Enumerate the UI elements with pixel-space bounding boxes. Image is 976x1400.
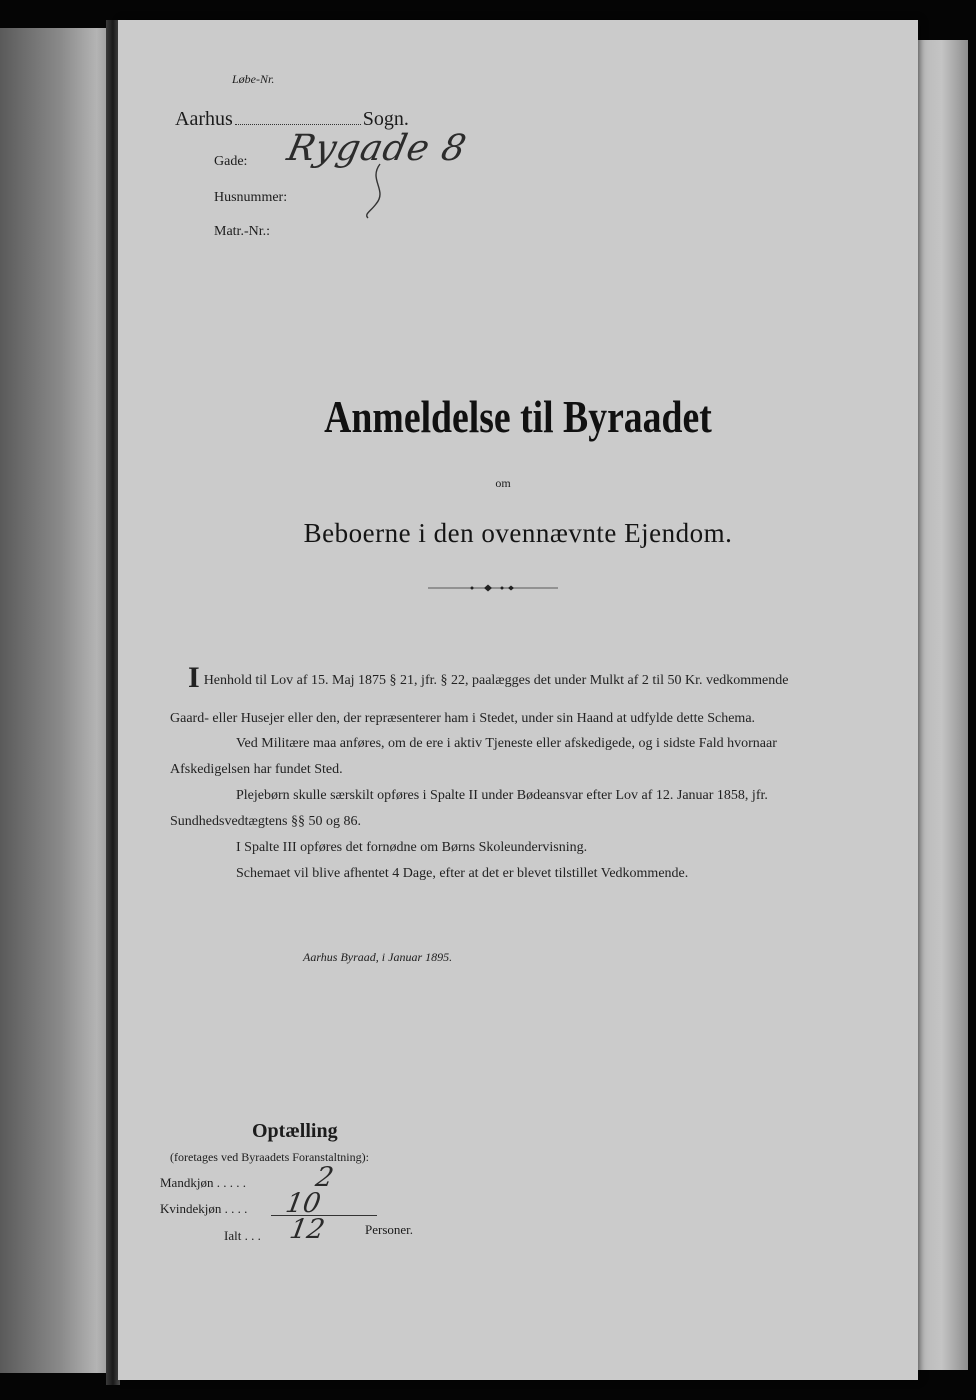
matr-label: Matr.-Nr.: [214, 224, 270, 239]
instruction-paragraph-4: I Spalte III opføres det fornødne om Børns Skoleundervisning. [236, 839, 588, 855]
dropcap: I [188, 661, 200, 694]
ialt-label: Ialt . . . [224, 1228, 261, 1243]
street-handwriting: Rygade 8 [283, 128, 471, 169]
ialt-value: 12 [287, 1214, 328, 1245]
gade-label: Gade: [214, 154, 248, 169]
document-page [118, 20, 918, 1380]
instruction-paragraph-3: Plejebørn skulle særskilt opføres i Spalte II under Bødeansvar efter Lov af 12. Januar 1858, jfr. Sundhedsvedtægtens §§ 50 og 86. [170, 788, 768, 830]
mandkjon-label: Mandkjøn . . . . . [160, 1175, 246, 1190]
page-subtitle: Beboerne i den ovennævnte Ejendom. [303, 518, 733, 548]
instruction-paragraph-5: Schemaet vil blive afhentet 4 Dage, efter at det er blevet tilstillet Vedkommende. [236, 865, 689, 881]
kvindekjon-label: Kvindekjøn . . . . [160, 1201, 248, 1216]
instruction-paragraph-1 [170, 650, 820, 731]
census-title: Optælling [252, 1120, 338, 1142]
husnummer-label: Husnummer: [214, 190, 288, 205]
paragraph-text: Henhold til Lov af 15. Maj 1875 § 21, jfr. § 22, paalægges det under Mulkt af 2 til 50 Kr. vedkommende Gaard- eller Husejer eller den, der repræsenterer ham i Stedet, under sin Haand at udfylde dette Schema. [170, 673, 789, 726]
city-name: Aarhus [175, 108, 233, 130]
handwriting-flourish-icon [358, 160, 398, 220]
sogn-label: Sogn. [362, 108, 409, 130]
signature-line: Aarhus Byraad, i Januar 1895. [303, 950, 453, 964]
page-title: Anmeldelse til Byraadet [324, 391, 712, 442]
title-connector: om [495, 476, 511, 490]
kvindekjon-value: 10 [283, 1188, 324, 1219]
personer-label: Personer. [365, 1222, 414, 1237]
census-note: (foretages ved Byraadets Foranstaltning): [170, 1150, 369, 1164]
left-facing-page [0, 28, 110, 1373]
instructions [170, 650, 820, 887]
parish-blank [235, 124, 361, 125]
mandkjon-value: 2 [313, 1162, 336, 1193]
instruction-paragraph-2: Ved Militære maa anføres, om de ere i aktiv Tjeneste eller afskedigede, og i sidste Fald hvornaar Afskedigelsen har fundet Sted. [170, 736, 777, 778]
lobe-nr-label: Løbe-Nr. [232, 72, 275, 86]
ornament-divider-icon [428, 582, 558, 594]
